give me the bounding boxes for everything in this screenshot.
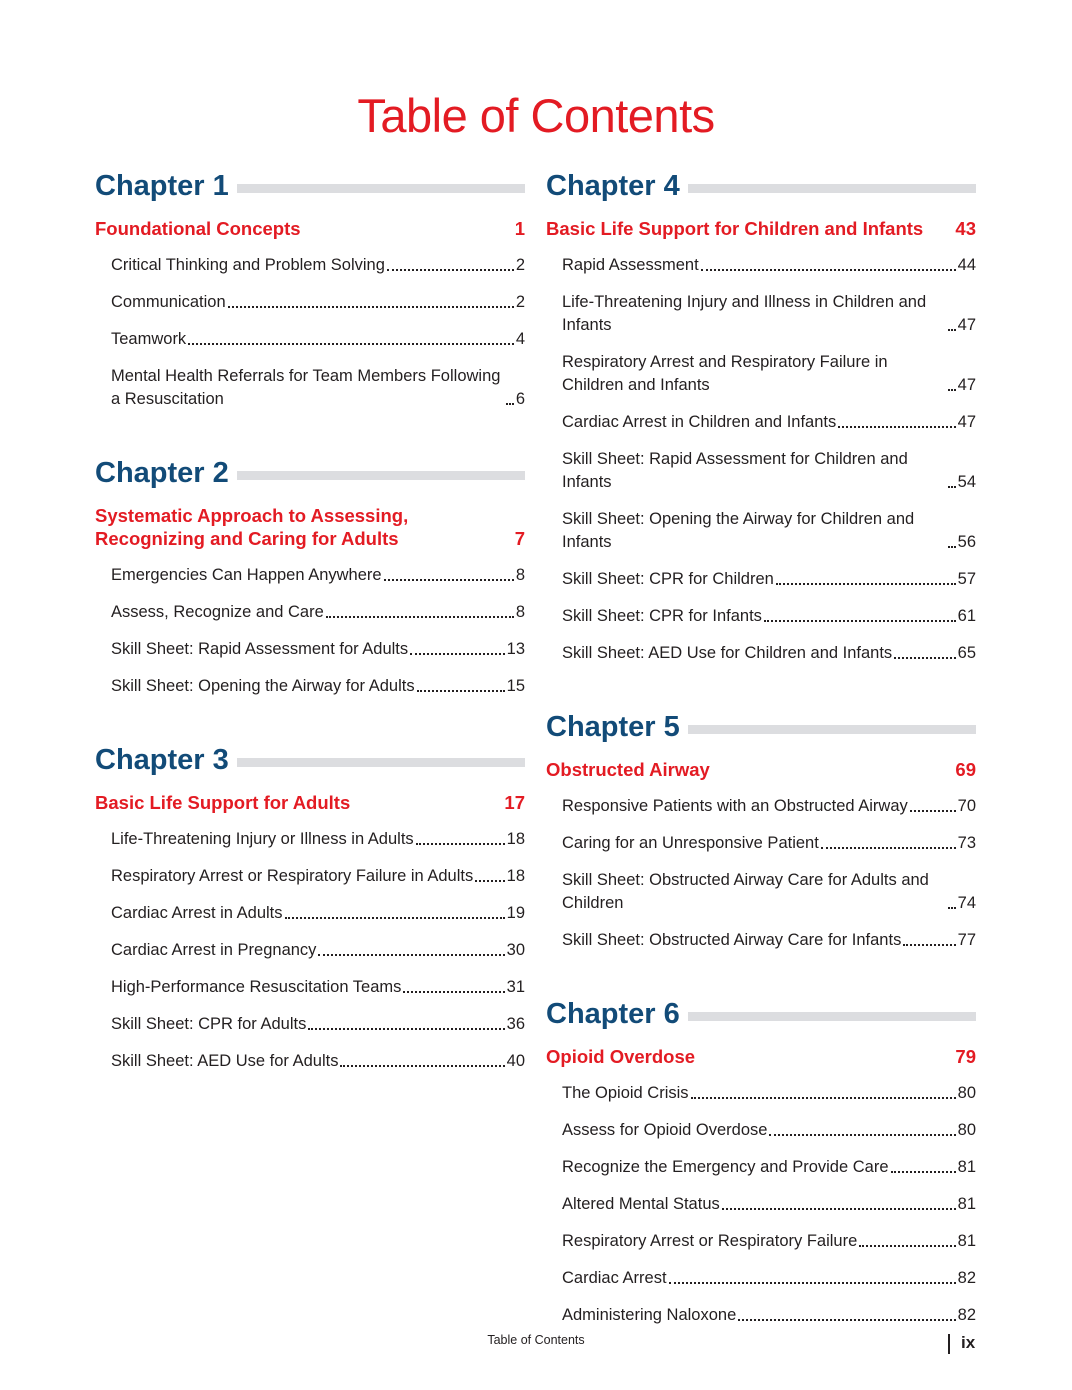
entry-title: Responsive Patients with an Obstructed Airway <box>562 797 908 815</box>
chapter-block <box>95 742 525 1073</box>
chapter-block <box>546 168 976 665</box>
entry-title: Skill Sheet: AED Use for Children and Infants <box>562 644 893 662</box>
entry-page-number: 73 <box>957 834 976 852</box>
entry-title: Assess for Opioid Overdose <box>562 1121 768 1139</box>
dot-leader <box>948 329 956 331</box>
dot-leader <box>701 269 956 271</box>
entry-title: Administering Naloxone <box>562 1306 737 1324</box>
toc-entry[interactable] <box>111 828 525 851</box>
toc-entry[interactable] <box>562 929 976 952</box>
chapter-rule <box>237 471 525 480</box>
entry-title: Life-Threatening Injury and Illness in Children and Infants <box>562 293 927 334</box>
entry-page-number: 77 <box>957 931 976 949</box>
entry-title: Emergencies Can Happen Anywhere <box>111 566 382 584</box>
entry-title: Mental Health Referrals for Team Members Following a Resuscitation <box>111 367 501 408</box>
section-link[interactable] <box>95 791 525 814</box>
dot-leader <box>387 269 514 271</box>
entry-title: Teamwork <box>111 330 187 348</box>
section-page-number: 69 <box>955 759 976 780</box>
dot-leader <box>417 690 505 692</box>
dot-leader <box>821 847 956 849</box>
chapter-title: Chapter 5 <box>546 710 680 743</box>
entry-title: Respiratory Arrest or Respiratory Failure <box>562 1232 858 1250</box>
section-title: Basic Life Support for Adults <box>95 792 351 813</box>
toc-entry[interactable] <box>111 365 525 411</box>
entry-title: Skill Sheet: Rapid Assessment for Adults <box>111 640 409 658</box>
dot-leader <box>910 810 956 812</box>
dot-leader <box>948 907 956 909</box>
chapter-heading <box>95 455 525 491</box>
dot-leader <box>903 944 955 946</box>
entry-title: Skill Sheet: Opening the Airway for Adults <box>111 677 415 695</box>
footer-label: Table of Contents <box>487 1333 585 1347</box>
toc-entry[interactable] <box>562 642 976 665</box>
entry-title: The Opioid Crisis <box>562 1084 689 1102</box>
entry-page-number: 8 <box>515 566 525 584</box>
chapter-rule <box>688 725 976 734</box>
entry-title: Communication <box>111 293 226 311</box>
entry-page-number: 18 <box>506 830 525 848</box>
dot-leader <box>416 843 505 845</box>
entry-title: Altered Mental Status <box>562 1195 720 1213</box>
section-page-number: 79 <box>955 1046 976 1067</box>
chapter-block <box>546 709 976 952</box>
entry-title: Caring for an Unresponsive Patient <box>562 834 819 852</box>
chapter-block <box>95 455 525 698</box>
toc-column-left <box>95 168 525 1117</box>
dot-leader <box>776 583 956 585</box>
entry-page-number: 57 <box>957 570 976 588</box>
dot-leader <box>384 579 514 581</box>
toc-entry[interactable] <box>562 351 976 397</box>
dot-leader <box>326 616 514 618</box>
toc-entry[interactable] <box>562 508 976 554</box>
chapter-heading <box>546 996 976 1032</box>
dot-leader <box>738 1319 955 1321</box>
entry-title: Skill Sheet: CPR for Infants <box>562 607 762 625</box>
dot-leader <box>691 1097 956 1099</box>
section-link[interactable] <box>546 1045 976 1068</box>
section-title: Obstructed Airway <box>546 759 710 780</box>
toc-entry[interactable] <box>562 1304 976 1327</box>
section-title: Opioid Overdose <box>546 1046 696 1067</box>
dot-leader <box>285 917 505 919</box>
entry-page-number: 47 <box>957 413 976 431</box>
dot-leader <box>506 403 514 405</box>
dot-leader <box>764 620 956 622</box>
toc-entry[interactable] <box>111 1013 525 1036</box>
entry-page-number: 19 <box>506 904 525 922</box>
entry-title: Skill Sheet: CPR for Adults <box>111 1015 307 1033</box>
toc-entry[interactable] <box>562 1119 976 1142</box>
chapter-rule <box>688 184 976 193</box>
toc-entry[interactable] <box>111 675 525 698</box>
entry-title: Skill Sheet: Obstructed Airway Care for Infants <box>562 931 902 949</box>
section-link[interactable] <box>95 504 525 550</box>
dot-leader <box>948 389 956 391</box>
toc-entry[interactable] <box>111 939 525 962</box>
section-page-number: 43 <box>955 218 976 239</box>
entry-title: Life-Threatening Injury or Illness in Adults <box>111 830 414 848</box>
toc-entry[interactable] <box>111 328 525 351</box>
chapter-title: Chapter 1 <box>95 169 229 202</box>
section-title: Foundational Concepts <box>95 218 301 239</box>
toc-entry[interactable] <box>562 1156 976 1179</box>
toc-entry[interactable] <box>562 448 976 494</box>
dot-leader <box>188 343 514 345</box>
toc-entry[interactable] <box>562 869 976 915</box>
toc-entry[interactable] <box>111 902 525 925</box>
section-link[interactable] <box>546 758 976 781</box>
entry-page-number: 44 <box>957 256 976 274</box>
entry-title: Assess, Recognize and Care <box>111 603 324 621</box>
footer-divider <box>948 1334 950 1354</box>
entry-page-number: 15 <box>506 677 525 695</box>
toc-entry[interactable] <box>111 976 525 999</box>
toc-entry[interactable] <box>562 411 976 434</box>
toc-entry[interactable] <box>111 564 525 587</box>
entry-page-number: 18 <box>506 867 525 885</box>
dot-leader <box>318 954 504 956</box>
entry-page-number: 70 <box>957 797 976 815</box>
toc-entry[interactable] <box>111 638 525 661</box>
dot-leader <box>340 1065 504 1067</box>
entry-page-number: 4 <box>515 330 525 348</box>
entry-title: Critical Thinking and Problem Solving <box>111 256 385 274</box>
entry-page-number: 82 <box>957 1269 976 1287</box>
dot-leader <box>403 991 504 993</box>
entry-title: Cardiac Arrest in Pregnancy <box>111 941 317 959</box>
toc-entry[interactable] <box>562 291 976 337</box>
entry-page-number: 81 <box>957 1195 976 1213</box>
chapter-heading <box>546 168 976 204</box>
dot-leader <box>410 653 504 655</box>
chapter-block <box>95 168 525 411</box>
entry-title: Cardiac Arrest in Children and Infants <box>562 413 837 431</box>
toc-entry[interactable] <box>562 1193 976 1216</box>
entry-page-number: 65 <box>957 644 976 662</box>
chapter-heading <box>95 168 525 204</box>
dot-leader <box>769 1134 955 1136</box>
section-link[interactable] <box>95 217 525 240</box>
chapter-heading <box>95 742 525 778</box>
chapter-title: Chapter 6 <box>546 997 680 1030</box>
toc-entry[interactable] <box>111 291 525 314</box>
entry-title: Cardiac Arrest <box>562 1269 667 1287</box>
entry-title: Skill Sheet: CPR for Children <box>562 570 774 588</box>
entry-title: Recognize the Emergency and Provide Care <box>562 1158 889 1176</box>
dot-leader <box>894 657 955 659</box>
dot-leader <box>948 546 956 548</box>
toc-entry[interactable] <box>562 1082 976 1105</box>
chapter-block <box>546 996 976 1327</box>
entry-page-number: 47 <box>957 316 976 334</box>
section-title: Systematic Approach to Assessing, Recognizing and Caring for Adults <box>95 505 409 549</box>
entry-title: Rapid Assessment <box>562 256 699 274</box>
entry-page-number: 2 <box>515 256 525 274</box>
entry-page-number: 80 <box>957 1121 976 1139</box>
entry-page-number: 31 <box>506 978 525 996</box>
entry-title: Skill Sheet: Opening the Airway for Children and Infants <box>562 510 915 551</box>
toc-entry[interactable] <box>562 1230 976 1253</box>
entry-page-number: 47 <box>957 376 976 394</box>
entry-title: High-Performance Resuscitation Teams <box>111 978 402 996</box>
dot-leader <box>891 1171 956 1173</box>
entry-title: Skill Sheet: Obstructed Airway Care for Adults and Children <box>562 871 929 912</box>
entry-title: Skill Sheet: AED Use for Adults <box>111 1052 339 1070</box>
chapter-title: Chapter 4 <box>546 169 680 202</box>
toc-entry[interactable] <box>111 865 525 888</box>
dot-leader <box>859 1245 955 1247</box>
entry-title: Skill Sheet: Rapid Assessment for Children and Infants <box>562 450 908 491</box>
section-page-number: 7 <box>514 528 525 549</box>
toc-entry[interactable] <box>562 254 976 277</box>
entry-page-number: 30 <box>506 941 525 959</box>
section-page-number: 1 <box>514 218 525 239</box>
entry-page-number: 36 <box>506 1015 525 1033</box>
toc-entry[interactable] <box>111 1050 525 1073</box>
entry-page-number: 2 <box>515 293 525 311</box>
entry-title: Respiratory Arrest or Respiratory Failure in Adults <box>111 867 474 885</box>
toc-entry[interactable] <box>562 568 976 591</box>
dot-leader <box>722 1208 956 1210</box>
toc-entry[interactable] <box>111 254 525 277</box>
entry-title: Respiratory Arrest and Respiratory Failure in Children and Infants <box>562 353 888 394</box>
toc-entry[interactable] <box>562 795 976 818</box>
chapter-heading <box>546 709 976 745</box>
chapter-title: Chapter 3 <box>95 743 229 776</box>
entry-page-number: 13 <box>506 640 525 658</box>
entry-page-number: 40 <box>506 1052 525 1070</box>
entry-page-number: 6 <box>515 390 525 408</box>
chapter-rule <box>237 758 525 767</box>
toc-column-right <box>546 168 976 1371</box>
entry-page-number: 80 <box>957 1084 976 1102</box>
dot-leader <box>669 1282 956 1284</box>
entry-page-number: 56 <box>957 533 976 551</box>
dot-leader <box>228 306 514 308</box>
toc-entry[interactable] <box>562 832 976 855</box>
section-link[interactable] <box>546 217 976 240</box>
entry-page-number: 81 <box>957 1158 976 1176</box>
entry-page-number: 82 <box>957 1306 976 1324</box>
entry-page-number: 8 <box>515 603 525 621</box>
entry-page-number: 74 <box>957 894 976 912</box>
chapter-rule <box>688 1012 976 1021</box>
page-title: Table of Contents <box>357 89 715 142</box>
entry-page-number: 61 <box>957 607 976 625</box>
section-title: Basic Life Support for Children and Infants <box>546 218 924 239</box>
dot-leader <box>475 880 504 882</box>
chapter-title: Chapter 2 <box>95 456 229 489</box>
section-page-number: 17 <box>504 792 525 813</box>
toc-entry[interactable] <box>111 601 525 624</box>
entry-page-number: 81 <box>957 1232 976 1250</box>
entry-page-number: 54 <box>957 473 976 491</box>
dot-leader <box>948 486 956 488</box>
footer-page-number: ix <box>961 1333 976 1352</box>
dot-leader <box>308 1028 504 1030</box>
toc-entry[interactable] <box>562 605 976 628</box>
chapter-rule <box>237 184 525 193</box>
toc-entry[interactable] <box>562 1267 976 1290</box>
entry-title: Cardiac Arrest in Adults <box>111 904 283 922</box>
dot-leader <box>838 426 955 428</box>
